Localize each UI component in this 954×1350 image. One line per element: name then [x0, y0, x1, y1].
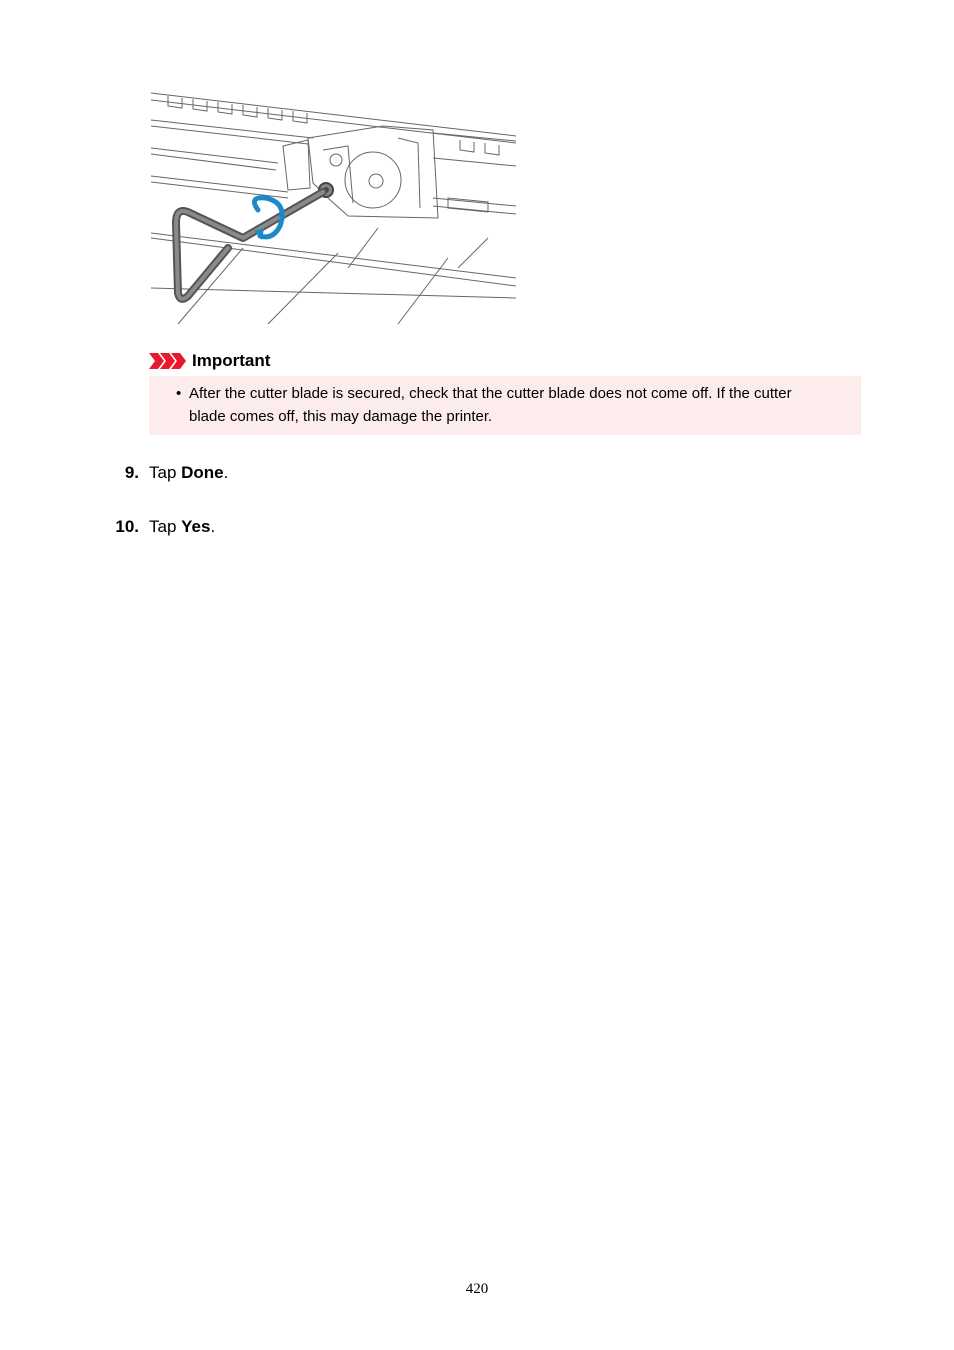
cutter-blade-illustration [148, 88, 518, 326]
step-suffix: . [223, 463, 229, 482]
important-item: After the cutter blade is secured, check that the cutter blade does not come off. If the cutter blade comes off, this may damage the printer. [189, 385, 792, 425]
important-chevrons-icon [149, 353, 187, 369]
step-number: 9. [124, 463, 139, 482]
step-number: 10. [115, 517, 139, 536]
important-box [149, 376, 861, 435]
step-action-done: Done [181, 463, 224, 482]
bullet-icon: • [176, 385, 182, 402]
step-prefix: Tap [149, 463, 182, 482]
page-number: 420 [465, 1281, 489, 1297]
important-title: Important [192, 351, 271, 370]
important-header [149, 350, 270, 372]
step-suffix: . [210, 517, 216, 536]
step-10 [115, 517, 216, 537]
step-action-yes: Yes [181, 517, 211, 536]
step-9 [124, 463, 229, 483]
step-prefix: Tap [149, 517, 182, 536]
